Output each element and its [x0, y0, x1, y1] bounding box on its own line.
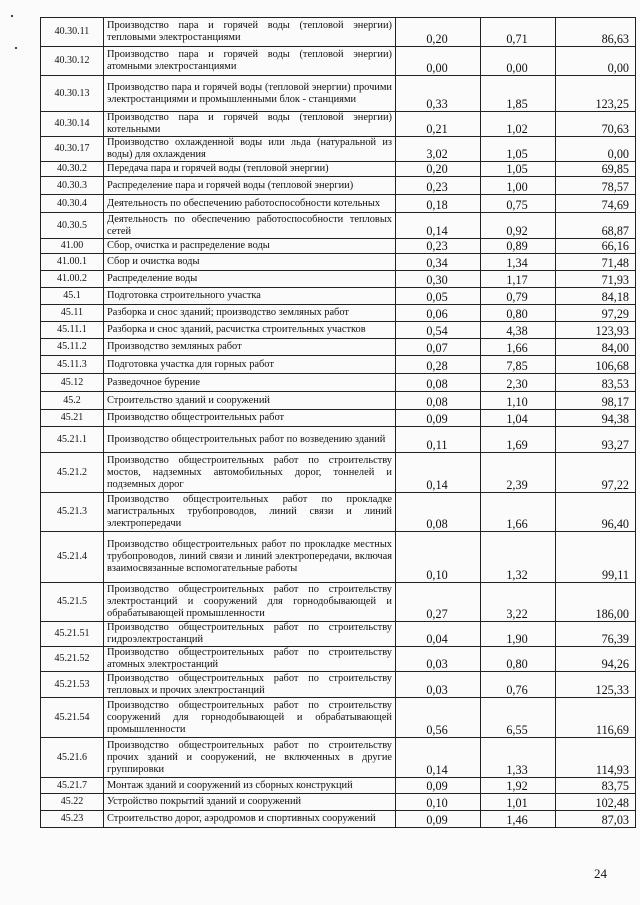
row-code: 45.21 [41, 410, 104, 427]
row-activity-name: Производство общестроительных работ по прокладке магистральных трубопроводов, линий связи и линий электропередачи [104, 493, 396, 532]
row-activity-name: Разборка и снос зданий; производство земляных работ [104, 305, 396, 322]
row-activity-name: Производство пара и горячей воды (тепловой энергии) прочими электростанциями и промышленными блок - станциями [104, 76, 396, 112]
row-value-1: 0,18 [396, 195, 481, 213]
table-row [41, 778, 636, 794]
row-value-3: 76,39 [556, 622, 636, 647]
row-value-1: 0,03 [396, 672, 481, 698]
row-value-3: 0,00 [556, 47, 636, 76]
row-value-2: 1,32 [481, 532, 556, 583]
row-value-2: 1,05 [481, 137, 556, 162]
row-value-1: 0,00 [396, 47, 481, 76]
row-activity-name: Разборка и снос зданий, расчистка строительных участков [104, 322, 396, 339]
row-code: 40.30.2 [41, 162, 104, 177]
table-row [41, 453, 636, 493]
row-value-2: 0,89 [481, 239, 556, 254]
table-row [41, 254, 636, 271]
row-value-2: 1,66 [481, 493, 556, 532]
row-value-3: 106,68 [556, 356, 636, 374]
row-activity-name: Монтаж зданий и сооружений из сборных конструкций [104, 778, 396, 794]
table-row [41, 583, 636, 622]
row-value-1: 0,04 [396, 622, 481, 647]
row-value-1: 0,08 [396, 374, 481, 392]
row-code: 40.30.3 [41, 177, 104, 195]
row-code: 41.00 [41, 239, 104, 254]
row-activity-name: Производство охлажденной воды или льда (натуральной из воды) для охлаждения [104, 137, 396, 162]
row-value-3: 78,57 [556, 177, 636, 195]
row-activity-name: Производство пара и горячей воды (тепловой энергии) тепловыми электростанциями [104, 18, 396, 47]
row-value-3: 87,03 [556, 811, 636, 828]
row-value-3: 71,48 [556, 254, 636, 271]
row-code: 45.23 [41, 811, 104, 828]
row-code: 40.30.13 [41, 76, 104, 112]
row-value-3: 96,40 [556, 493, 636, 532]
row-activity-name: Подготовка строительного участка [104, 288, 396, 305]
row-value-3: 97,22 [556, 453, 636, 493]
row-activity-name: Подготовка участка для горных работ [104, 356, 396, 374]
row-activity-name: Распределение пара и горячей воды (тепловой энергии) [104, 177, 396, 195]
row-value-1: 0,30 [396, 271, 481, 288]
row-value-2: 1,34 [481, 254, 556, 271]
row-value-2: 1,02 [481, 112, 556, 137]
table-row [41, 137, 636, 162]
row-value-2: 0,80 [481, 305, 556, 322]
row-code: 45.1 [41, 288, 104, 305]
table-row [41, 112, 636, 137]
row-value-2: 1,92 [481, 778, 556, 794]
table-row [41, 76, 636, 112]
row-activity-name: Сбор и очистка воды [104, 254, 396, 271]
table-row [41, 672, 636, 698]
row-value-2: 4,38 [481, 322, 556, 339]
row-activity-name: Разведочное бурение [104, 374, 396, 392]
row-code: 45.2 [41, 392, 104, 410]
row-value-3: 186,00 [556, 583, 636, 622]
row-code: 40.30.17 [41, 137, 104, 162]
row-activity-name: Производство земляных работ [104, 339, 396, 356]
row-value-2: 1,85 [481, 76, 556, 112]
row-value-2: 1,33 [481, 738, 556, 778]
row-value-1: 0,54 [396, 322, 481, 339]
scan-dot [15, 47, 17, 49]
table-row [41, 339, 636, 356]
row-value-2: 3,22 [481, 583, 556, 622]
table-row [41, 322, 636, 339]
row-value-3: 97,29 [556, 305, 636, 322]
row-value-2: 1,66 [481, 339, 556, 356]
row-value-2: 1,00 [481, 177, 556, 195]
table-row [41, 794, 636, 811]
row-value-2: 6,55 [481, 698, 556, 738]
row-value-2: 0,76 [481, 672, 556, 698]
row-value-1: 0,06 [396, 305, 481, 322]
row-value-1: 0,21 [396, 112, 481, 137]
row-value-2: 1,04 [481, 410, 556, 427]
table-row [41, 392, 636, 410]
row-code: 45.21.1 [41, 427, 104, 453]
row-value-1: 0,27 [396, 583, 481, 622]
row-activity-name: Производство пара и горячей воды (тепловой энергии) атомными электростанциями [104, 47, 396, 76]
table-row [41, 374, 636, 392]
row-value-1: 0,05 [396, 288, 481, 305]
row-value-2: 1,69 [481, 427, 556, 453]
table-row [41, 738, 636, 778]
row-value-3: 68,87 [556, 213, 636, 239]
row-value-3: 74,69 [556, 195, 636, 213]
row-activity-name: Строительство зданий и сооружений [104, 392, 396, 410]
row-value-1: 0,03 [396, 647, 481, 672]
row-value-1: 0,56 [396, 698, 481, 738]
row-activity-name: Производство общестроительных работ по строительству тепловых и прочих электростанций [104, 672, 396, 698]
table-row [41, 647, 636, 672]
page-number: 24 [594, 866, 607, 881]
table-row [41, 622, 636, 647]
row-value-3: 94,26 [556, 647, 636, 672]
row-value-2: 1,01 [481, 794, 556, 811]
row-activity-name: Производство общестроительных работ по строительству атомных электростанций [104, 647, 396, 672]
row-activity-name: Производство общестроительных работ по возведению зданий [104, 427, 396, 453]
table-row [41, 195, 636, 213]
row-value-3: 94,38 [556, 410, 636, 427]
row-value-3: 70,63 [556, 112, 636, 137]
row-value-1: 0,14 [396, 738, 481, 778]
row-value-3: 116,69 [556, 698, 636, 738]
row-activity-name: Производство общестроительных работ [104, 410, 396, 427]
table-row [41, 493, 636, 532]
row-value-3: 123,93 [556, 322, 636, 339]
row-code: 45.21.54 [41, 698, 104, 738]
table-row [41, 288, 636, 305]
row-value-1: 0,09 [396, 778, 481, 794]
row-activity-name: Передача пара и горячей воды (тепловой энергии) [104, 162, 396, 177]
table-row [41, 532, 636, 583]
row-value-1: 0,14 [396, 453, 481, 493]
row-code: 45.21.7 [41, 778, 104, 794]
row-value-2: 0,00 [481, 47, 556, 76]
row-value-1: 0,33 [396, 76, 481, 112]
row-activity-name: Производство пара и горячей воды (тепловой энергии) котельными [104, 112, 396, 137]
row-value-1: 0,14 [396, 213, 481, 239]
row-activity-name: Деятельность по обеспечению работоспособности котельных [104, 195, 396, 213]
row-code: 40.30.11 [41, 18, 104, 47]
row-code: 45.21.5 [41, 583, 104, 622]
table-row [41, 305, 636, 322]
row-code: 40.30.14 [41, 112, 104, 137]
row-code: 45.12 [41, 374, 104, 392]
table-row [41, 162, 636, 177]
row-activity-name: Производство общестроительных работ по прокладке местных трубопроводов, линий связи и линий электропередачи, включая взаимосвязанные вспомогательные работы [104, 532, 396, 583]
row-code: 40.30.4 [41, 195, 104, 213]
row-code: 45.21.2 [41, 453, 104, 493]
table-row [41, 213, 636, 239]
row-value-1: 0,08 [396, 493, 481, 532]
row-value-3: 0,00 [556, 137, 636, 162]
row-value-2: 2,30 [481, 374, 556, 392]
row-code: 45.21.52 [41, 647, 104, 672]
row-value-1: 0,08 [396, 392, 481, 410]
table-row [41, 356, 636, 374]
row-value-3: 98,17 [556, 392, 636, 410]
row-code: 41.00.1 [41, 254, 104, 271]
row-code: 40.30.12 [41, 47, 104, 76]
row-code: 45.21.6 [41, 738, 104, 778]
row-code: 45.11.1 [41, 322, 104, 339]
row-value-1: 0,23 [396, 239, 481, 254]
row-value-3: 71,93 [556, 271, 636, 288]
row-value-1: 0,20 [396, 18, 481, 47]
row-code: 45.21.53 [41, 672, 104, 698]
row-activity-name: Устройство покрытий зданий и сооружений [104, 794, 396, 811]
table-row [41, 698, 636, 738]
table-row [41, 811, 636, 828]
row-code: 45.11 [41, 305, 104, 322]
row-value-2: 1,10 [481, 392, 556, 410]
row-value-2: 2,39 [481, 453, 556, 493]
row-value-3: 93,27 [556, 427, 636, 453]
row-activity-name: Производство общестроительных работ по строительству гидроэлектростанций [104, 622, 396, 647]
row-activity-name: Деятельность по обеспечению работоспособности тепловых сетей [104, 213, 396, 239]
row-code: 40.30.5 [41, 213, 104, 239]
table-row [41, 410, 636, 427]
row-value-2: 7,85 [481, 356, 556, 374]
row-value-3: 99,11 [556, 532, 636, 583]
row-code: 45.22 [41, 794, 104, 811]
table-row [41, 271, 636, 288]
row-value-1: 0,09 [396, 410, 481, 427]
row-value-3: 123,25 [556, 76, 636, 112]
row-value-3: 86,63 [556, 18, 636, 47]
row-value-1: 0,10 [396, 794, 481, 811]
table-row [41, 239, 636, 254]
row-value-3: 83,53 [556, 374, 636, 392]
row-value-2: 0,80 [481, 647, 556, 672]
row-value-1: 0,09 [396, 811, 481, 828]
table-row [41, 47, 636, 76]
row-activity-name: Производство общестроительных работ по строительству мостов, надземных автомобильных дорог, тоннелей и подземных дорог [104, 453, 396, 493]
row-activity-name: Строительство дорог, аэродромов и спортивных сооружений [104, 811, 396, 828]
row-value-1: 0,20 [396, 162, 481, 177]
row-value-2: 1,46 [481, 811, 556, 828]
row-value-1: 0,34 [396, 254, 481, 271]
row-value-2: 1,17 [481, 271, 556, 288]
row-code: 45.21.4 [41, 532, 104, 583]
scan-dot [11, 15, 13, 17]
row-value-3: 102,48 [556, 794, 636, 811]
row-code: 45.11.3 [41, 356, 104, 374]
row-value-1: 0,10 [396, 532, 481, 583]
row-value-1: 0,23 [396, 177, 481, 195]
table-row [41, 427, 636, 453]
row-activity-name: Производство общестроительных работ по строительству электростанций и сооружений для горнодобывающей и обрабатывающей промышленности [104, 583, 396, 622]
row-activity-name: Распределение воды [104, 271, 396, 288]
row-value-2: 1,90 [481, 622, 556, 647]
row-value-1: 3,02 [396, 137, 481, 162]
row-value-3: 125,33 [556, 672, 636, 698]
row-activity-name: Производство общестроительных работ по строительству прочих зданий и сооружений, не включенных в другие группировки [104, 738, 396, 778]
row-activity-name: Производство общестроительных работ по строительству сооружений для горнодобывающей и обрабатывающей промышленности [104, 698, 396, 738]
row-value-1: 0,07 [396, 339, 481, 356]
row-activity-name: Сбор, очистка и распределение воды [104, 239, 396, 254]
row-value-2: 0,75 [481, 195, 556, 213]
row-value-3: 84,00 [556, 339, 636, 356]
table-row [41, 18, 636, 47]
row-value-3: 114,93 [556, 738, 636, 778]
row-value-2: 1,05 [481, 162, 556, 177]
row-value-3: 66,16 [556, 239, 636, 254]
row-value-3: 83,75 [556, 778, 636, 794]
table-row [41, 177, 636, 195]
activity-table [40, 17, 636, 828]
row-code: 45.21.51 [41, 622, 104, 647]
row-value-2: 0,92 [481, 213, 556, 239]
row-value-3: 69,85 [556, 162, 636, 177]
row-value-1: 0,28 [396, 356, 481, 374]
row-code: 45.21.3 [41, 493, 104, 532]
row-value-2: 0,79 [481, 288, 556, 305]
row-value-1: 0,11 [396, 427, 481, 453]
row-value-3: 84,18 [556, 288, 636, 305]
row-code: 45.11.2 [41, 339, 104, 356]
row-value-2: 0,71 [481, 18, 556, 47]
row-code: 41.00.2 [41, 271, 104, 288]
